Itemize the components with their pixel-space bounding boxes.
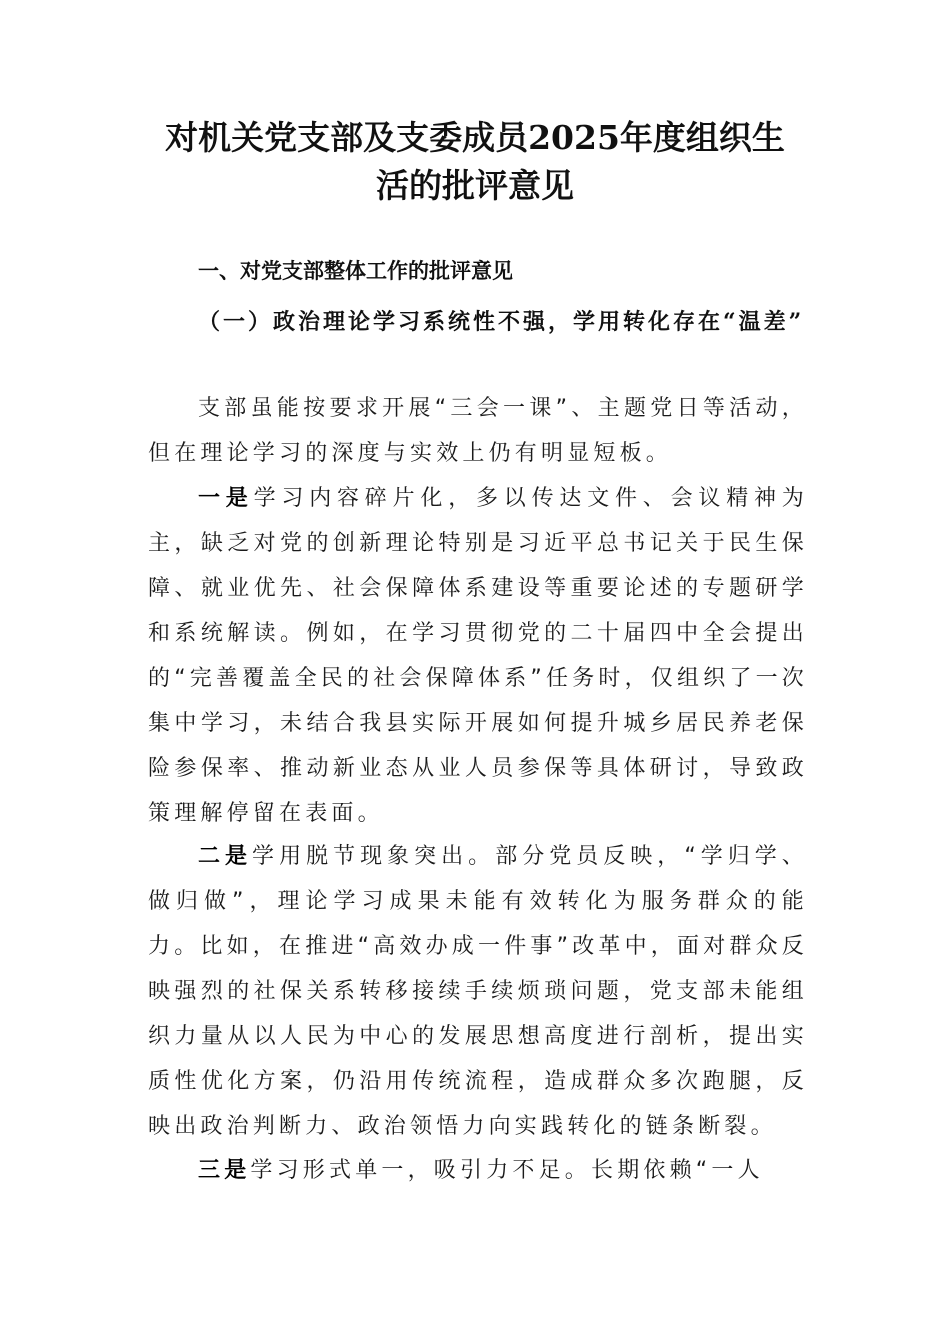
title-line-2: 活的批评意见 — [376, 166, 574, 205]
paragraph-lead: 二是 — [198, 844, 253, 869]
paragraph-text: 学习内容碎片化，多以传达文件、会议精神为主，缺乏对党的创新理论特别是习近平总书记关于民生保障、就业优先、社会保障体系建设等重要论述的专题研学和系统解读。例如，在学习贯彻党的二十届四中全会提出的“完善覆盖全民的社会保障体系”任务时，仅组织了一次集中学习，未结合我县实际开展如何提升城乡居民养老保险参保率、推动新业态从业人员参保等具体研讨，导致政策理解停留在表面。 — [148, 486, 808, 826]
paragraph-lead: 三是 — [198, 1158, 251, 1183]
paragraph-text: 学用脱节现象突出。部分党员反映，“学归学、做归做”，理论学习成果未能有效转化为服务群众的能力。比如，在推进“高效办成一件事”改革中，面对群众反映强烈的社保关系转移接续手续烦琐问题，党支部未能组织力量从以人民为中心的发展思想高度进行剖析，提出实质性优化方案，仍沿用传统流程，造成群众多次跑腿，反映出政治判断力、政治领悟力向实践转化的链条断裂。 — [148, 844, 808, 1139]
paragraph-text: 学习形式单一，吸引力不足。长期依赖“一人 — [250, 1158, 764, 1183]
subsection-heading: （一）政治理论学习系统性不强，学用转化存在“温差” — [198, 309, 805, 335]
paragraph-point-2 — [148, 834, 808, 1149]
paragraph-text: 支部虽能按要求开展“三会一课”、主题党日等活动，但在理论学习的深度与实效上仍有明显短板。 — [148, 396, 808, 466]
section-heading: 一、对党支部整体工作的批评意见 — [198, 259, 513, 283]
paragraph-intro — [148, 386, 808, 476]
paragraph-point-1 — [148, 476, 808, 836]
document-title — [120, 114, 830, 210]
paragraph-point-3 — [148, 1148, 808, 1193]
title-line-1: 对机关党支部及支委成员2025年度组织生 — [165, 118, 785, 157]
paragraph-lead: 一是 — [198, 486, 254, 511]
